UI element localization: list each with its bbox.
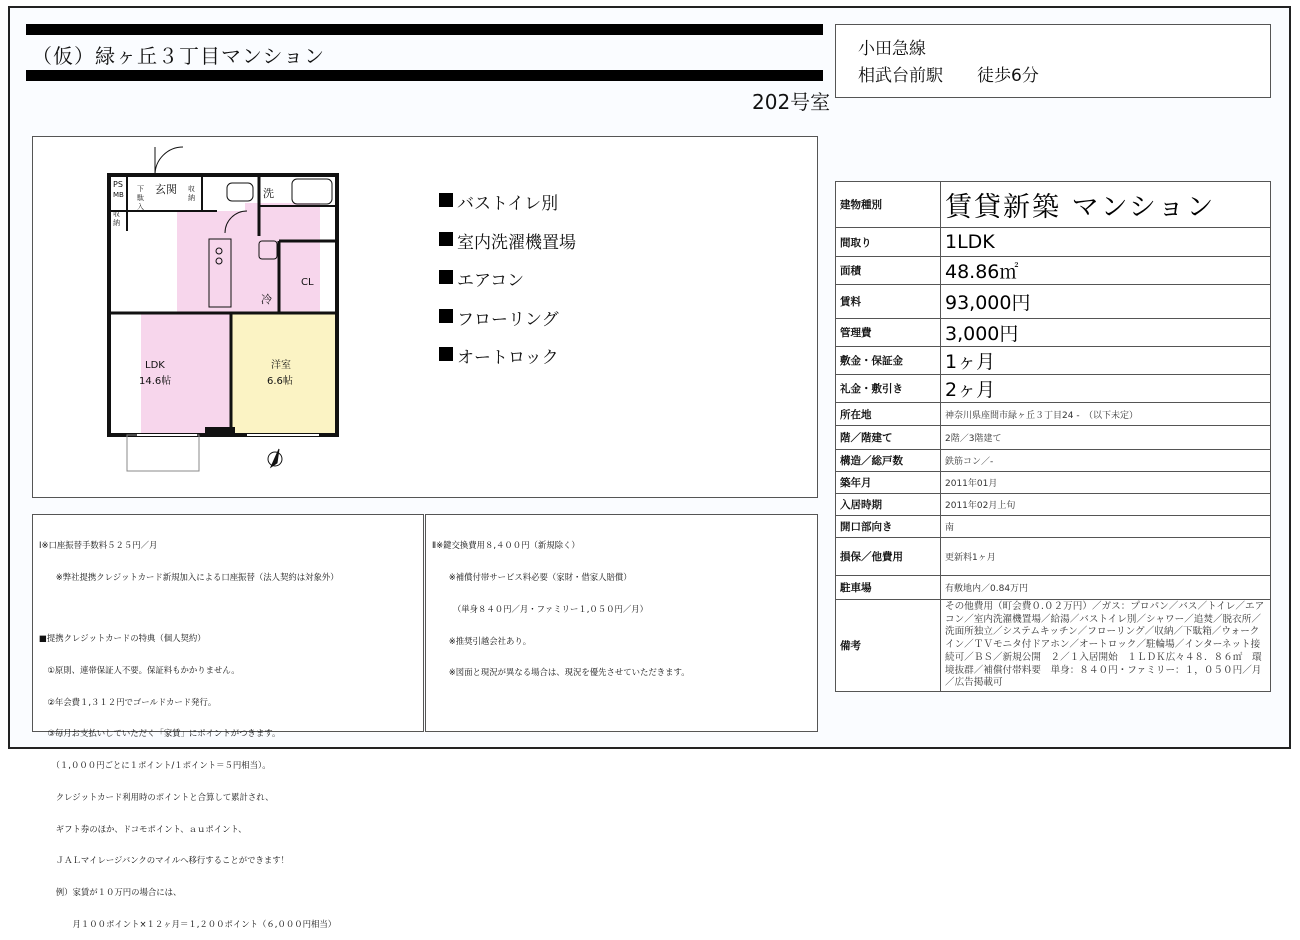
western-label: 洋室: [271, 360, 291, 371]
ldk-label: LDK: [145, 360, 165, 371]
bullet-square-icon: [439, 232, 453, 246]
spec-row: [836, 403, 1271, 426]
wash-label: 洗: [263, 187, 274, 200]
note-line: ①原則、連帯保証人不要。保証料もかかりません。: [39, 664, 240, 675]
north-arrow-icon: [268, 449, 282, 467]
station-box: [835, 24, 1271, 98]
spec-label: 損保／他費用: [836, 538, 941, 576]
spec-value: 93,000円: [941, 285, 1271, 319]
spec-value: 2階／3階建て: [941, 426, 1271, 450]
spec-row: [836, 347, 1271, 375]
balcony: [127, 435, 199, 471]
ps-label: PS: [113, 180, 123, 189]
feature-item: エアコン: [439, 266, 576, 305]
spec-value: 南: [941, 516, 1271, 538]
spec-row: [836, 257, 1271, 285]
spec-value: 有敷地内／0.84万円: [941, 576, 1271, 600]
spec-value: 1ヶ月: [941, 347, 1271, 375]
shoebox-label-2: 駄: [137, 194, 144, 202]
spec-row: [836, 494, 1271, 516]
nearest-station: 相武台前駅 徒歩6分: [858, 66, 1039, 86]
mb-label: MB: [113, 191, 124, 199]
note-line: ギフト券のほか、ドコモポイント、ａｕポイント、: [39, 823, 247, 834]
spec-label: 所在地: [836, 403, 941, 426]
spec-value: 賃貸新築 マンション: [941, 182, 1271, 228]
spec-label: 賃料: [836, 285, 941, 319]
bullet-square-icon: [439, 347, 453, 361]
feature-item: フローリング: [439, 305, 576, 344]
shoebox-label-1: 下: [137, 185, 144, 193]
spec-row: [836, 319, 1271, 347]
notes-right: [425, 514, 818, 732]
western-size-label: 6.6帖: [267, 376, 293, 387]
spec-label: 階／階建て: [836, 426, 941, 450]
spec-label: 間取り: [836, 228, 941, 257]
spec-value: 更新料1ヶ月: [941, 538, 1271, 576]
spec-value: 3,000円: [941, 319, 1271, 347]
spec-row: [836, 450, 1271, 472]
spec-row: [836, 516, 1271, 538]
note-line: ※補償付帯サービス料必要（家財・借家人賠償）: [432, 571, 632, 582]
note-line: （１,０００円ごとに１ポイント/１ポイント＝５円相当）。: [39, 760, 271, 771]
bullet-square-icon: [439, 193, 453, 207]
spec-row: [836, 538, 1271, 576]
spec-value: 2ヶ月: [941, 375, 1271, 403]
note-line: ※弊社提携クレジットカード新規加入による口座振替（法人契約は対象外）: [39, 571, 339, 582]
note-line: ※図面と現況が異なる場合は、現況を優先させていただきます。: [432, 667, 690, 678]
spec-label: 構造／総戸数: [836, 450, 941, 472]
spec-label: 面積: [836, 257, 941, 285]
floor-plan: [97, 141, 417, 491]
spec-row: [836, 228, 1271, 257]
note-line: ＪＡＬマイレージバンクのマイルへ移行することができます！: [39, 855, 289, 866]
spec-value: 2011年01月: [941, 472, 1271, 494]
train-line: 小田急線: [858, 39, 926, 59]
spec-label: 管理費: [836, 319, 941, 347]
feature-item: バストイレ別: [439, 189, 576, 228]
note-line: 月１００ポイント×１２ヶ月＝１,２００ポイント（６,０００円相当）: [39, 918, 337, 929]
storage-right-label-2: 納: [188, 194, 195, 202]
spec-row: [836, 472, 1271, 494]
shoebox-label-3: 入: [137, 203, 144, 211]
spec-value: 48.86㎡: [941, 257, 1271, 285]
spec-row: [836, 576, 1271, 600]
bathtub: [292, 179, 332, 204]
bullet-square-icon: [439, 270, 453, 284]
note-line: Ⅱ※鍵交換費用８,４００円（新規除く）: [432, 540, 580, 551]
floor-plan-panel: [32, 136, 818, 498]
spec-value: 鉄筋コン／-: [941, 450, 1271, 472]
spec-value: 2011年02月上旬: [941, 494, 1271, 516]
note-line: [39, 604, 417, 612]
spec-row: [836, 285, 1271, 319]
storage-left-label-2: 納: [113, 219, 120, 227]
property-spec-table: [835, 181, 1271, 692]
fridge-label: 冷: [261, 293, 272, 306]
storage-right-label-1: 収: [188, 185, 195, 193]
spec-row: [836, 600, 1271, 692]
note-line: 例）家賃が１０万円の場合には、: [39, 887, 182, 898]
spec-value: 神奈川県座間市緑ヶ丘３丁目24 - （以下未定）: [941, 403, 1271, 426]
spec-label: 開口部向き: [836, 516, 941, 538]
storage-left-label-1: 収: [113, 210, 120, 218]
spec-label: 備考: [836, 600, 941, 692]
spec-label: 築年月: [836, 472, 941, 494]
note-line: ③毎月お支払いしていただく「家賃」にポイントがつきます。: [39, 728, 281, 739]
spec-label: 入居時期: [836, 494, 941, 516]
title-bottom-bar: [26, 70, 823, 81]
spec-row: [836, 375, 1271, 403]
title-top-bar: [26, 24, 823, 35]
note-line: ※推奨引越会社あり。: [432, 635, 532, 646]
western-room-area: [231, 313, 335, 433]
note-line: ②年会費１,３１２円でゴールドカード発行。: [39, 696, 217, 707]
note-line: ■提携クレジットカードの特典（個人契約）: [39, 632, 206, 643]
bullet-square-icon: [439, 309, 453, 323]
spec-label: 建物種別: [836, 182, 941, 228]
property-title: （仮）緑ヶ丘３丁目マンション: [32, 44, 326, 68]
spec-label: 敷金・保証金: [836, 347, 941, 375]
ldk-area: [177, 203, 320, 313]
spec-label: 駐車場: [836, 576, 941, 600]
entrance-label: 玄関: [155, 183, 177, 196]
note-line: クレジットカード利用時のポイントと合算して累計され、: [39, 791, 274, 802]
room-number: 202号室: [752, 90, 831, 114]
spec-value: その他費用（町会費０.０２万円）／ガス：プロパン／バス／トイレ／エアコン／室内洗濯機置場／給湯／バストイレ別／シャワー／追焚／脱衣所／洗面所独立／システムキッチン／フローリング／収納／下駄箱／ウォークイン／ＴＶモニタ付ドアホン／オートロック／駐輪場／インターネット接続可／ＢＳ／新規公開 ２／１入居開始 １ＬＤＫ広々４８．８６㎡ 環境抜群／補償付帯料要 単身：８４０円・ファミリー：１，０５０円／月／広告掲載可: [941, 600, 1271, 692]
spec-row: [836, 426, 1271, 450]
note-line: （単身８４０円／月・ファミリー１,０５０円／月）: [432, 603, 649, 614]
closet-label: CL: [301, 277, 314, 288]
column: [205, 427, 235, 437]
spec-label: 礼金・敷引き: [836, 375, 941, 403]
feature-item: オートロック: [439, 343, 576, 382]
feature-list: [439, 189, 576, 382]
notes-left: [32, 514, 424, 929]
feature-item: 室内洗濯機置場: [439, 228, 576, 267]
note-line: Ⅰ※口座振替手数料５２５円／月: [39, 540, 158, 551]
spec-value: 1LDK: [941, 228, 1271, 257]
spec-row: [836, 182, 1271, 228]
ldk-size-label: 14.6帖: [139, 376, 172, 387]
entry-door-swing: [155, 147, 183, 175]
